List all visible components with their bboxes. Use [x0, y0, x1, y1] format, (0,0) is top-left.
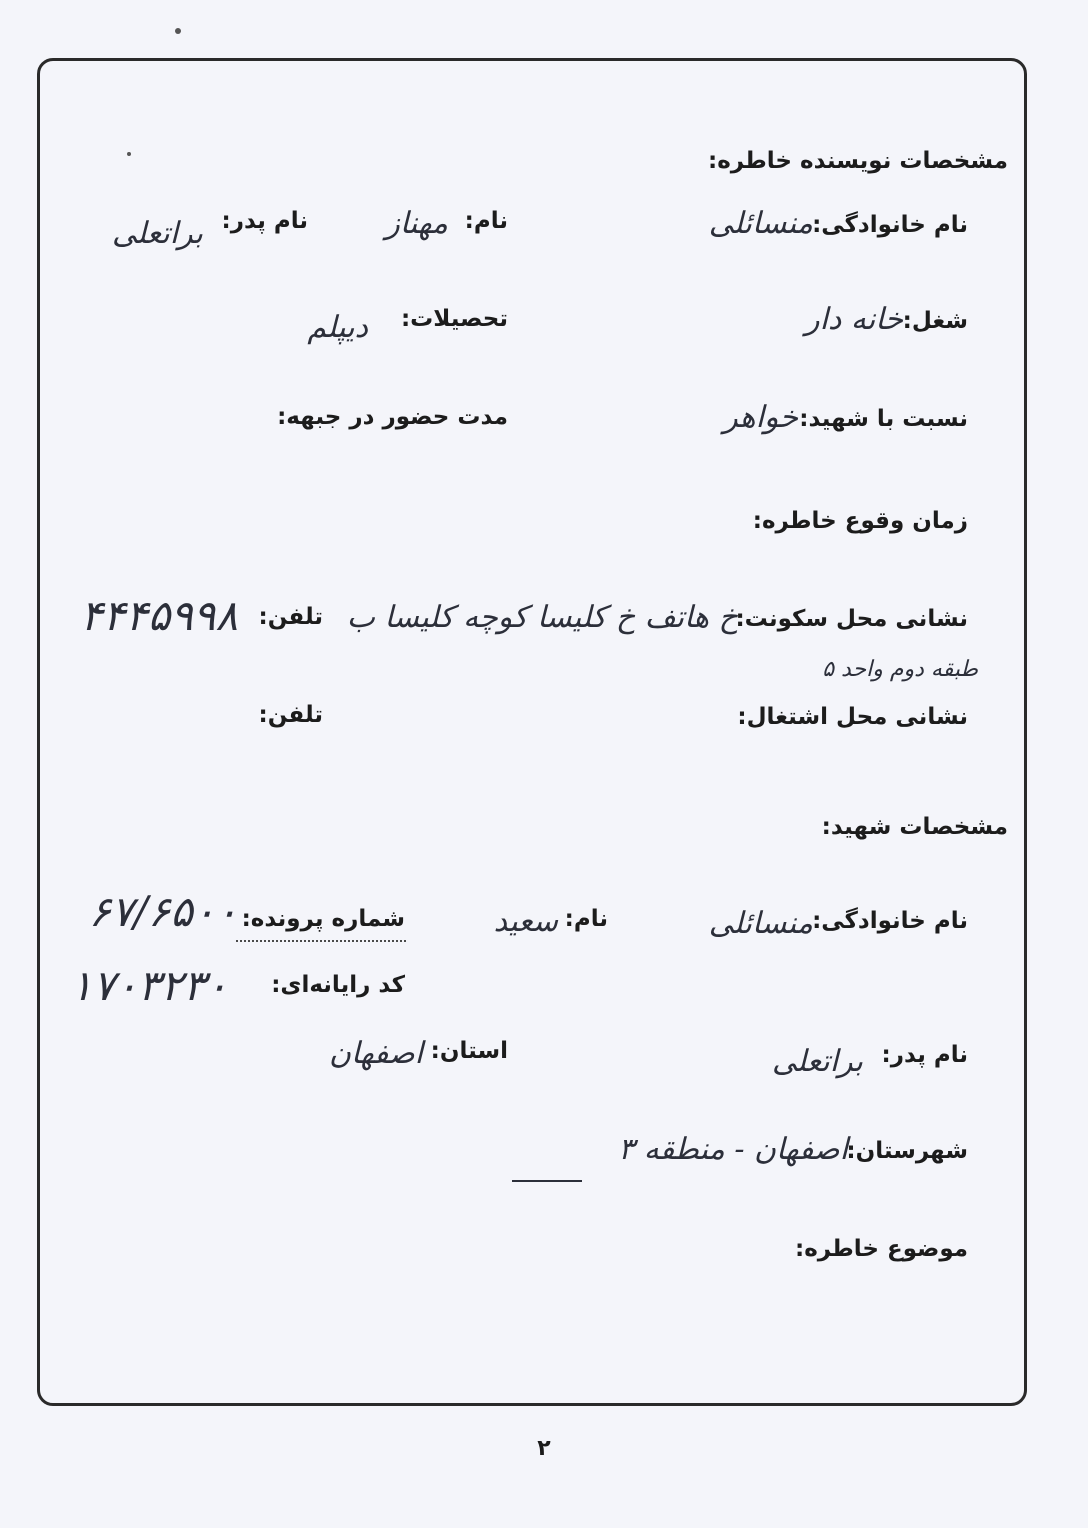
- writer-address-label: نشانی محل سکونت:: [735, 606, 968, 632]
- writer-phone-label: تلفن:: [258, 604, 323, 630]
- paper-speck: [127, 152, 131, 156]
- writer-phone-value: ۴۴۴۵۹۹۸: [80, 591, 238, 640]
- martyr-computer-code-label: کد رایانه‌ای:: [271, 972, 405, 998]
- martyr-province-label: استان:: [430, 1038, 508, 1064]
- martyr-memory-subject-label: موضوع خاطره:: [795, 1236, 968, 1262]
- writer-father-label: نام پدر:: [221, 208, 308, 234]
- writer-job-value: خانه دار: [805, 302, 903, 337]
- file-number-dotted-line: [236, 940, 406, 942]
- martyr-section-title: مشخصات شهید:: [821, 814, 1008, 840]
- page-number: ۲: [537, 1436, 551, 1461]
- writer-work-phone-label: تلفن:: [258, 702, 323, 728]
- writer-memory-time-label: زمان وقوع خاطره:: [752, 508, 968, 534]
- martyr-name-value: سعید: [493, 904, 558, 939]
- martyr-province-value: اصفهان: [329, 1036, 423, 1071]
- writer-family-value: منسائلی: [708, 206, 813, 241]
- form-frame: [37, 58, 1027, 1406]
- writer-education-value: دیپلم: [307, 310, 368, 345]
- martyr-city-label: شهرستان:: [846, 1138, 968, 1164]
- writer-duration-label: مدت حضور در جبهه:: [277, 404, 508, 430]
- martyr-family-value: منسائلی: [708, 906, 813, 941]
- martyr-computer-code-value: ۱۷۰۳۲۳۰: [70, 961, 228, 1010]
- martyr-family-label: نام خانوادگی:: [812, 908, 968, 934]
- paper-speck: [175, 28, 181, 34]
- writer-name-value: مهناز: [385, 206, 448, 241]
- writer-relation-label: نسبت با شهید:: [799, 406, 968, 432]
- writer-name-label: نام:: [464, 208, 508, 234]
- writer-father-value: براتعلی: [112, 216, 203, 251]
- martyr-name-label: نام:: [564, 906, 608, 932]
- writer-work-address-label: نشانی محل اشتغال:: [737, 704, 968, 730]
- martyr-city-value: اصفهان - منطقه ۳: [618, 1132, 848, 1167]
- writer-address-value: خ هاتف خ کلیسا کوچه کلیسا ب: [346, 600, 738, 635]
- writer-education-label: تحصیلات:: [400, 306, 508, 332]
- martyr-father-label: نام پدر:: [881, 1042, 968, 1068]
- martyr-father-value: براتعلی: [772, 1044, 863, 1079]
- writer-section-title: مشخصات نویسنده خاطره:: [708, 148, 1008, 174]
- writer-address-value-line2: طبقه دوم واحد ۵: [822, 657, 978, 682]
- martyr-file-number-label: شماره پرونده:: [241, 906, 405, 932]
- writer-job-label: شغل:: [902, 308, 968, 334]
- city-value-underline: [512, 1180, 582, 1182]
- writer-family-label: نام خانوادگی:: [812, 212, 968, 238]
- martyr-file-number-value: ۶۷/۶۵۰۰: [88, 887, 238, 936]
- writer-relation-value: خواهر: [723, 400, 798, 435]
